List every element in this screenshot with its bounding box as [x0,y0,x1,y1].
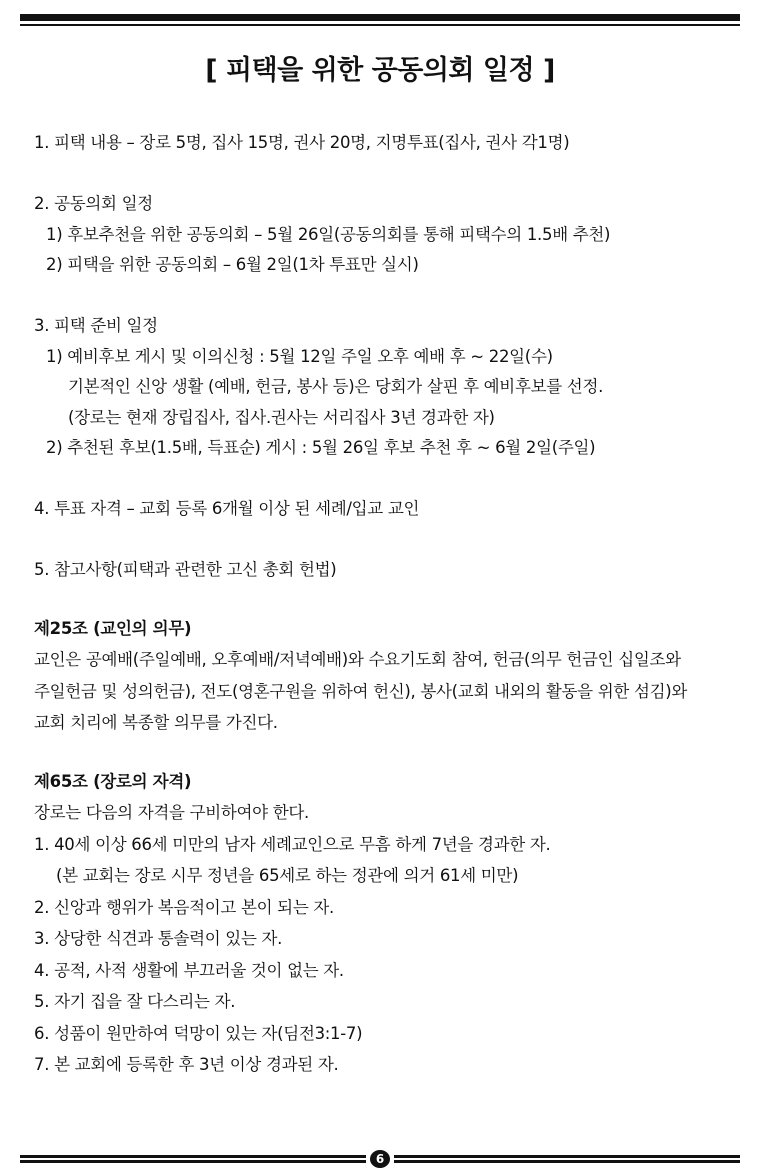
top-rule-thick [20,14,740,21]
section3-item-1-detail-1: 기본적인 신앙 생활 (예배, 헌금, 봉사 등)은 당회가 살핀 후 예비후보를 선정. [68,377,604,396]
article65-item-2: 2. 신앙과 행위가 복음적이고 본이 되는 자. [34,897,334,917]
section3-item-2: 2) 추천된 후보(1.5배, 득표순) 게시 : 5월 26일 후보 추천 후 ~ 6월 2일(주일) [46,438,596,457]
document-body [34,128,734,1081]
section2-heading: 2. 공동의회 일정 [34,194,153,213]
article65-item-4: 4. 공적, 사적 생활에 부끄러울 것이 없는 자. [34,960,344,980]
section1-line: 1. 피택 내용 – 장로 5명, 집사 15명, 권사 20명, 지명투표(집사, 권사 각1명) [34,133,570,152]
footer-rule-right-bottom [394,1160,740,1163]
article65-heading: 제65조 (장로의 자격) [34,771,192,791]
page-footer [20,1150,740,1168]
article65-item-5: 5. 자기 집을 잘 다스리는 자. [34,992,236,1011]
footer-rule-right-top [394,1155,740,1158]
article65-item-1-note: (본 교회는 장로 시무 정년을 65세로 하는 정관에 의거 61세 미만) [56,866,519,885]
page-title: [ 피택을 위한 공동의회 일정 ] [205,55,555,86]
section4-line: 4. 투표 자격 – 교회 등록 6개월 이상 된 세례/입교 교인 [34,499,420,518]
top-rule-thin [20,24,740,26]
footer-rule-left-bottom [20,1160,366,1163]
section3-heading: 3. 피택 준비 일정 [34,316,158,335]
article25-line-1: 교인은 공예배(주일예배, 오후예배/저녁예배)와 수요기도회 참여, 헌금(의무 헌금인 십일조와 [34,650,681,669]
footer-rule-left-top [20,1155,366,1158]
article25-heading: 제25조 (교인의 의무) [34,618,192,638]
article65-intro: 장로는 다음의 자격을 구비하여야 한다. [34,803,309,822]
article65-item-1: 1. 40세 이상 66세 미만의 남자 세례교인으로 무흠 하게 7년을 경과한 자. [34,834,551,854]
section3-item-1: 1) 예비후보 게시 및 이의신청 : 5월 12일 주일 오후 예배 후 ~ 22일(수) [46,346,553,366]
page-number: 6 [370,1150,390,1168]
section3-item-1-detail-2: (장로는 현재 장립집사, 집사.권사는 서리집사 3년 경과한 자) [68,407,495,427]
section2-item-2: 2) 피택을 위한 공동의회 – 6월 2일(1차 투표만 실시) [46,255,419,274]
section2-item-1: 1) 후보추천을 위한 공동의회 – 5월 26일(공동의회를 통해 피택수의 1.5배 추천) [46,224,611,244]
article65-item-3: 3. 상당한 식견과 통솔력이 있는 자. [34,929,283,948]
article65-item-7: 7. 본 교회에 등록한 후 3년 이상 경과된 자. [34,1055,339,1074]
article25-line-3: 교회 치리에 복종할 의무를 가진다. [34,713,278,732]
article25-line-2: 주일헌금 및 성의헌금), 전도(영혼구원을 위하여 헌신), 봉사(교회 내외의 활동을 위한 섬김)와 [34,681,688,701]
section5-line: 5. 참고사항(피택과 관련한 고신 총회 헌법) [34,560,337,579]
article65-item-6: 6. 성품이 원만하여 덕망이 있는 자(딤전3:1-7) [34,1023,363,1043]
